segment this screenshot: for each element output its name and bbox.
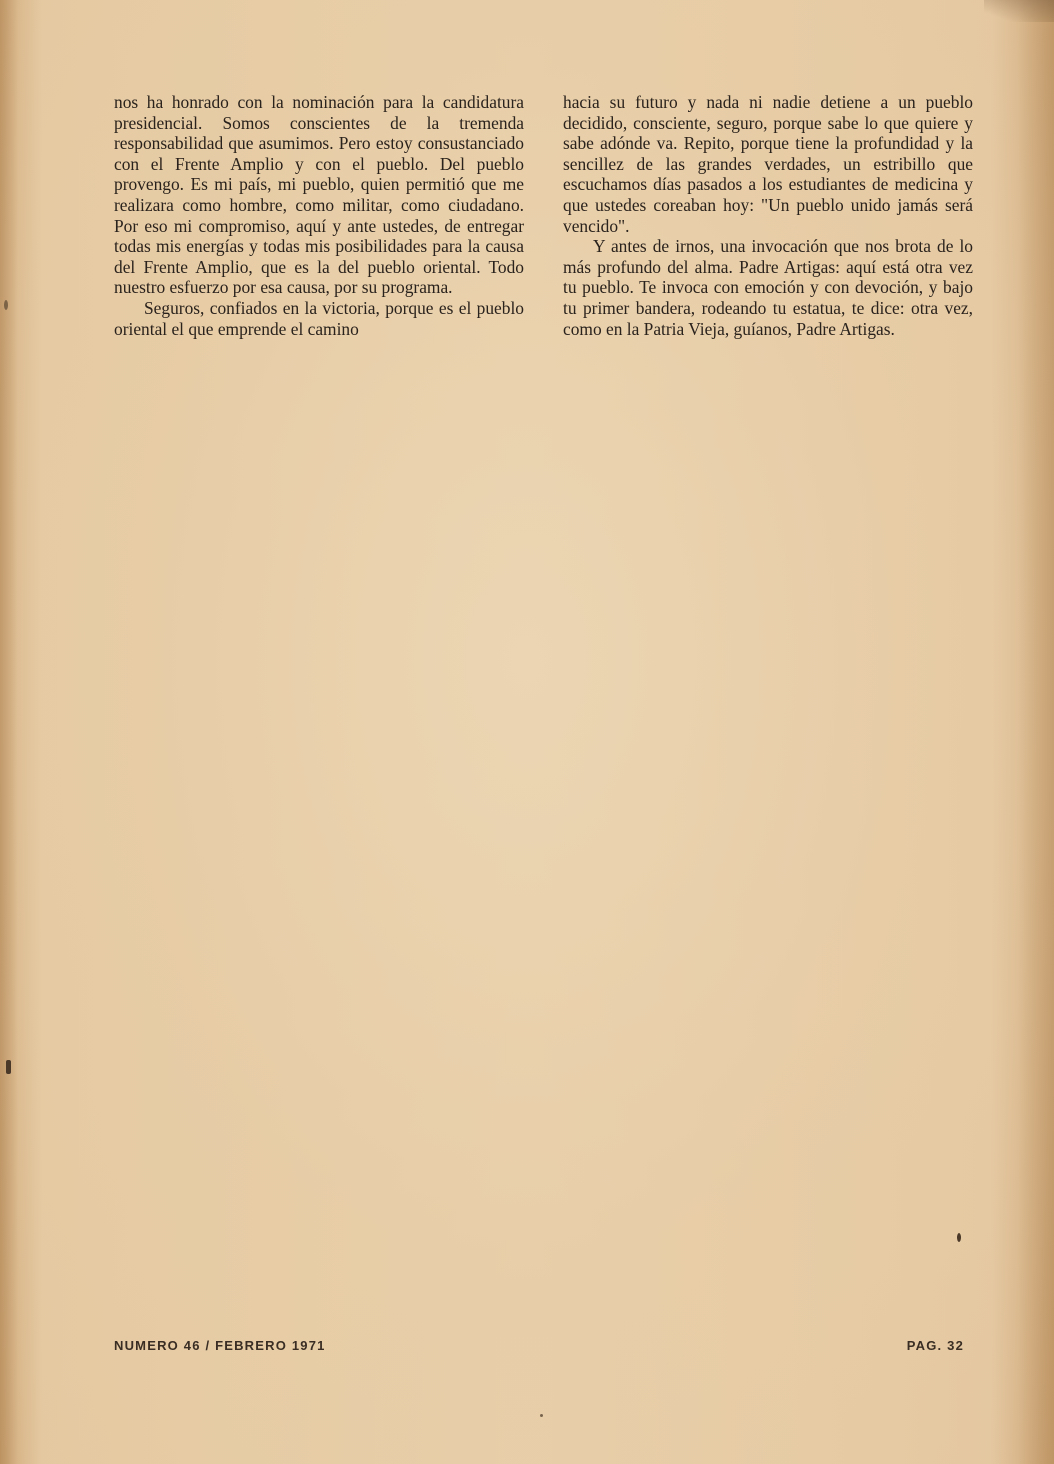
paragraph: hacia su futuro y nada ni nadie detiene a un pueblo decidido, consciente, seguro, porque sabe lo que quiere y sabe adónde va. Repito, porque tiene la profundidad y la sencillez de las grandes verdades, un estribillo que escuchamos días pasados a los estudiantes de medicina y que ustedes coreaban hoy: "Un pueblo unido jamás será vencido". bbox=[563, 92, 973, 236]
print-speck bbox=[957, 1233, 961, 1242]
print-speck bbox=[6, 1060, 11, 1074]
issue-label: NUMERO 46 / FEBRERO 1971 bbox=[114, 1338, 326, 1353]
page-corner-fold bbox=[984, 0, 1054, 22]
print-speck bbox=[540, 1414, 543, 1417]
paragraph: Y antes de irnos, una invocación que nos brota de lo más profundo del alma. Padre Artigas: aquí está otra vez tu pueblo. Te invoca con emoción y con devoción, y bajo tu primer bandera, rodeando tu estatua, te dice: otra vez, como en la Patria Vieja, guíanos, Padre Artigas. bbox=[563, 236, 973, 339]
text-column-right bbox=[563, 92, 973, 339]
page-edge-right bbox=[1018, 0, 1054, 1464]
page-edge-left bbox=[0, 0, 18, 1464]
print-speck bbox=[4, 300, 8, 310]
text-column-left bbox=[114, 92, 524, 339]
paragraph: nos ha honrado con la nominación para la candidatura presidencial. Somos conscientes de la tremenda responsabilidad que asumimos. Pero estoy consustanciado con el Frente Amplio y con el pueblo. Del pueblo provengo. Es mi país, mi pueblo, quien permitió que me realizara como hombre, como militar, como ciudadano. Por eso mi compromiso, aquí y ante ustedes, de entregar todas mis energías y todas mis posibilidades para la causa del Frente Amplio, que es la del pueblo oriental. Todo nuestro esfuerzo por esa causa, por su programa. bbox=[114, 92, 524, 298]
page-number: PAG. 32 bbox=[906, 1338, 964, 1353]
paragraph: Seguros, confiados en la victoria, porque es el pueblo oriental el que emprende el camino bbox=[114, 297, 524, 339]
